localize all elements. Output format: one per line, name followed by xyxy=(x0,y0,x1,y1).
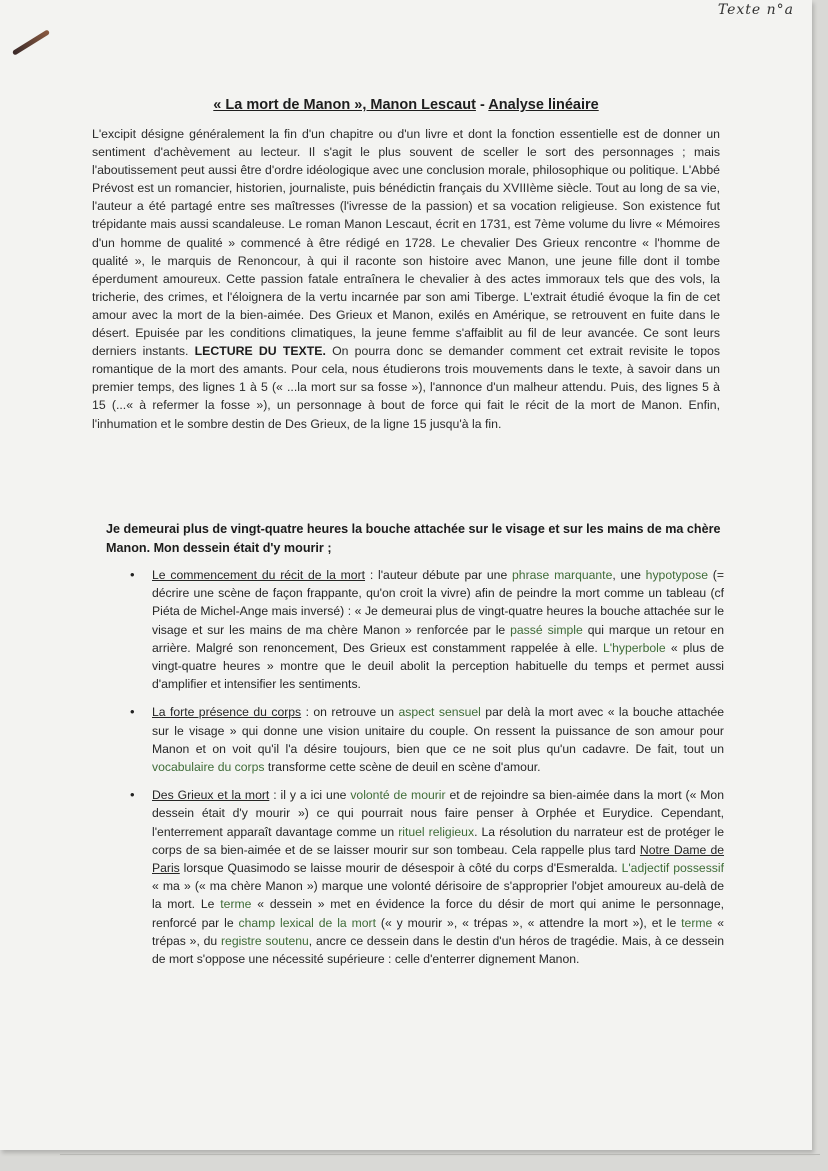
bullet-text: . La résolution du narrateur est de protéger le corps de sa bien-aimée et de se laisser mourir sur son tombeau. Cela rappelle plus tard xyxy=(152,824,724,857)
bullet-heading: Des Grieux et la mort xyxy=(152,788,270,803)
page-edge xyxy=(60,1146,820,1155)
bullet-text: (= décrire une scène de façon frappante, qu'on croit la vivre) afin de peindre la mort comme un tableau (cf Piéta de Michel-Ange mais inversé) : « Je demeurai plus de vingt-quatre heures la bouche attachée sur le visage et sur les mains de ma chère Manon » renforcée par le xyxy=(152,568,724,637)
highlight-term: passé simple xyxy=(510,622,583,637)
book-title: Notre Dame de Paris xyxy=(152,842,725,876)
bullet-text: : on retrouve un xyxy=(301,705,399,720)
list-item xyxy=(130,786,724,968)
bullet-text: , ancre ce dessein dans le destin d'un héros de tragédie. Mais, à ce dessein de mort s'oppose une nécessité supérieure : celle d'enterrer dignement Manon. xyxy=(152,933,724,967)
handwritten-note: Texte n°a xyxy=(717,2,794,18)
bullet-text: « dessein » met en évidence la force du désir de mort qui anime le personnage, renforcé par le xyxy=(152,897,725,930)
bullet-text: , une xyxy=(612,568,646,582)
bullet-text: qui marque un retour en arrière. Malgré son renoncement, Des Grieux est constamment rappelée à elle. xyxy=(152,622,724,655)
title-analysis: Analyse linéaire xyxy=(488,97,599,113)
highlight-term: L'adjectif possessif xyxy=(621,861,724,876)
intro-text-2: On pourra donc se demander comment cet extrait revisite le topos romantique de la mort des amants. Pour cela, nous étudierons trois mouvements dans le texte, à savoir dans un premier temps, des lignes 1 à 5 (« ...la mort sur sa fosse »), l'annonce d'un malheur attendu. Puis, des lignes 5 à 15 (...« à refermer la fosse »), un personnage à bout de force qui fait le récit de la mort de Manon. Enfin, l'inhumation et le sombre destin de Des Grieux, de la ligne 15 jusqu'à la fin. xyxy=(92,344,721,431)
highlight-term: phrase marquante xyxy=(512,568,613,582)
highlight-term: terme xyxy=(220,897,252,912)
bullet-text: « ma » (« ma chère Manon ») marque une volonté dérisoire de s'approprier l'objet amoureux au-delà de la mort. Le xyxy=(152,879,724,912)
highlight-term: vocabulaire du corps xyxy=(152,760,265,775)
bullet-text: (« y mourir », « trépas », « attendre la mort »), et le xyxy=(375,915,682,930)
list-item xyxy=(130,703,724,776)
highlight-term: L'hyperbole xyxy=(603,640,666,655)
highlight-term: terme xyxy=(681,915,713,930)
bullet-text: et de rejoindre sa bien-aimée dans la mort (« Mon dessein était d'y mourir ») ce qui pourrait nous faire penser à Orphée et Eurydice. Cependant, l'enterrement apparaît davantage comme un xyxy=(152,788,724,839)
list-item xyxy=(130,566,724,693)
highlight-term: registre soutenu xyxy=(220,933,309,948)
analysis-list xyxy=(130,566,724,978)
bullet-heading: La forte présence du corps xyxy=(152,705,302,720)
intro-paragraph xyxy=(92,125,720,433)
intro-lecture: LECTURE DU TEXTE. xyxy=(194,344,326,359)
highlight-term: champ lexical de la mort xyxy=(238,915,376,930)
bullet-text: : l'auteur débute par une xyxy=(365,568,513,582)
page-title xyxy=(0,97,812,113)
title-main: « La mort de Manon », Manon Lescaut xyxy=(213,97,476,113)
highlight-term: rituel religieux xyxy=(398,824,475,839)
highlight-term: hypotypose xyxy=(645,568,709,582)
text-quote: Je demeurai plus de vingt-quatre heures la bouche attachée sur le visage et sur les mains de ma chère Manon. Mon dessein était d'y mourir ; xyxy=(106,522,721,555)
bullet-text: « plus de vingt-quatre heures » montre que le deuil abolit la perception habituelle du temps et permet aussi d'amplifier et intensifier les sentiments. xyxy=(152,640,724,692)
bullet-text: : il y a ici une xyxy=(269,788,351,803)
bullet-heading: Le commencement du récit de la mort xyxy=(152,568,366,582)
intro-text-1: L'excipit désigne généralement la fin d'un chapitre ou d'un livre et dont la fonction essentielle est de donner un sentiment d'achèvement au lecteur. Il s'agit le plus souvent de sceller le sort des personnages ; mais l'aboutissement peut aussi être d'ordre idéologique avec une conclusion morale, philosophique ou politique. L'Abbé Prévost est un romancier, historien, journaliste, puis bénédictin français du XVIIIème siècle. Tout au long de sa vie, l'auteur a été partagé entre ses maîtresses (l'ivresse de la passion) et sa vocation religieuse. Son existence fut trépidante mais aussi scandaleuse. Le roman Manon Lescaut, écrit en 1731, est 7ème volume du livre « Mémoires d'un homme de qualité » commencé à être rédigé en 1728. Le chevalier Des Grieux rencontre « l'homme de qualité », le marquis de Renoncour, à qui il raconte son histoire avec Manon, une jeune fille dont il tombe éperdument amoureux. Cette passion fatale entraînera le chevalier à des actes immoraux tels que des vols, la tricherie, des crimes, et l'éloignera de la vertu incarnée par son ami Tiberge. L'extrait étudié évoque la fin de cet amour avec la mort de la bien-aimée. Des Grieux et Manon, exilés en Amérique, se retrouvent en fuite dans le désert. Epuisée par les conditions climatiques, la jeune femme s'affaiblit au fil de leur avancée. Ce sont leurs derniers instants. xyxy=(92,127,720,359)
highlight-term: volonté de mourir xyxy=(350,788,446,803)
pen-mark xyxy=(12,29,50,55)
bullet-text: transforme cette scène de deuil en scène d'amour. xyxy=(264,760,541,775)
bullet-text: « trépas », du xyxy=(152,915,724,948)
highlight-term: aspect sensuel xyxy=(398,705,481,720)
bullet-text: par delà la mort avec « la bouche attachée sur le visage » qui donne une vision unitaire du couple. On ressent la puissance de son amour pour Manon et on voit qu'il l'a désire toujours, bien que ce ne soit plus qu'un cadavre. De fait, tout un xyxy=(152,705,725,756)
bullet-text: lorsque Quasimodo se laisse mourir de désespoir à côté du corps d'Esmeralda. xyxy=(179,861,622,876)
title-separator: - xyxy=(475,97,489,113)
